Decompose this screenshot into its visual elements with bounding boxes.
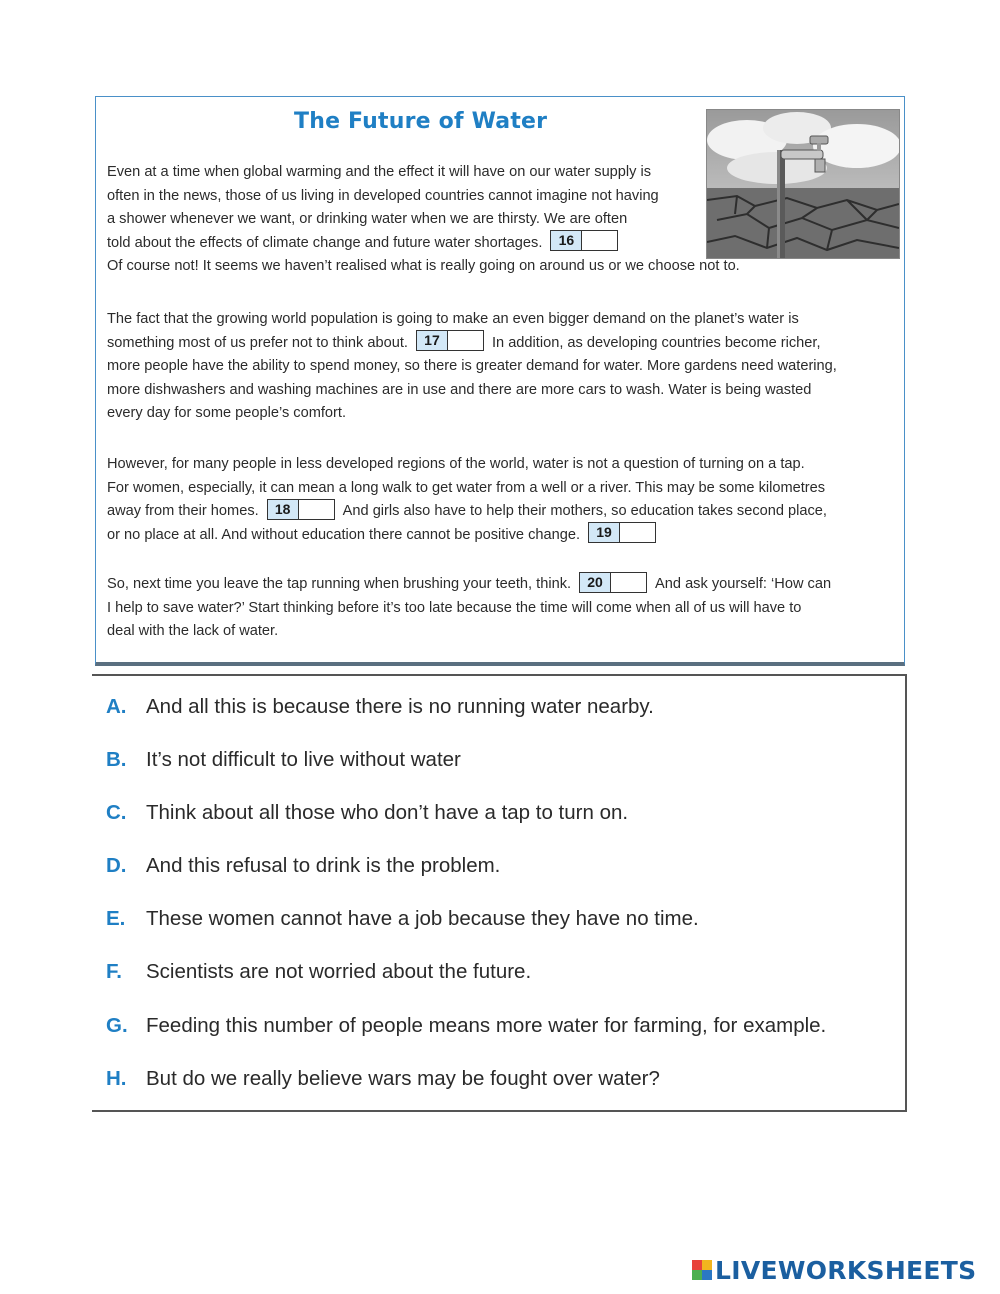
option-h — [106, 1067, 660, 1091]
options-panel — [92, 674, 907, 1112]
article-title: The Future of Water — [294, 109, 548, 134]
logo-square-yellow — [702, 1260, 712, 1270]
text-line: more people have the ability to spend money, so there is greater demand for water. More gardens need watering, — [107, 358, 837, 374]
text-line: Of course not! It seems we haven’t realised what is really going on around us or we choose not to. — [107, 258, 740, 274]
logo-square-green — [692, 1270, 702, 1280]
text-line: a shower whenever we want, or drinking water when we are thirsty. We are often — [107, 211, 628, 227]
option-letter: A. — [106, 695, 127, 718]
logo-square-red — [692, 1260, 702, 1270]
text-fragment: something most of us prefer not to think about. — [107, 334, 408, 351]
paragraph-3 — [107, 453, 892, 547]
option-letter: D. — [106, 854, 127, 877]
paragraph-2 — [107, 308, 892, 426]
gap-number: 17 — [417, 331, 448, 350]
option-d — [106, 854, 500, 878]
text-line — [107, 500, 892, 524]
option-letter: F. — [106, 960, 122, 983]
text-fragment: In addition, as developing countries become richer, — [491, 334, 821, 351]
text-line: Even at a time when global warming and the effect it will have on our water supply is — [107, 164, 652, 180]
text-line: However, for many people in less developed regions of the world, water is not a question of turning on a tap. — [107, 456, 805, 472]
text-line: every day for some people’s comfort. — [107, 405, 347, 421]
liveworksheets-brand — [692, 1255, 976, 1285]
liveworksheets-logo-icon — [692, 1260, 712, 1280]
option-text: And all this is because there is no running water nearby. — [146, 695, 654, 718]
option-letter: E. — [106, 907, 126, 930]
option-text: These women cannot have a job because they have no time. — [146, 907, 699, 930]
option-a — [106, 695, 654, 719]
option-text: Scientists are not worried about the future. — [146, 960, 532, 983]
gap-16-answer-box[interactable] — [550, 230, 618, 251]
paragraph-1 — [107, 161, 892, 279]
gap-number: 19 — [589, 523, 620, 542]
option-text: Feeding this number of people means more water for farming, for example. — [146, 1014, 827, 1037]
option-text: Think about all those who don’t have a tap to turn on. — [146, 801, 629, 824]
gap-number: 18 — [268, 500, 299, 519]
text-line — [107, 332, 892, 356]
article-panel — [95, 96, 905, 666]
text-line: more dishwashers and washing machines are in use and there are more cars to wash. Water is being wasted — [107, 381, 812, 398]
text-fragment: or no place at all. And without education there cannot be positive change. — [107, 526, 580, 543]
option-letter: C. — [106, 801, 127, 824]
gap-number: 20 — [580, 573, 611, 592]
option-b — [106, 748, 461, 772]
option-text: And this refusal to drink is the problem. — [146, 854, 501, 877]
option-text: But do we really believe wars may be fought over water? — [146, 1067, 660, 1090]
text-fragment: And ask yourself: ‘How can — [655, 576, 832, 592]
logo-square-blue — [702, 1270, 712, 1280]
option-letter: G. — [106, 1014, 128, 1037]
text-line — [107, 573, 892, 597]
option-g — [106, 1014, 826, 1038]
option-c — [106, 801, 628, 825]
option-e — [106, 907, 699, 931]
text-line — [107, 524, 892, 548]
gap-20-answer-box[interactable] — [579, 572, 647, 593]
text-line — [107, 232, 892, 256]
gap-number: 16 — [551, 231, 582, 250]
brand-wordmark: LIVEWORKSHEETS — [715, 1255, 977, 1285]
text-line: deal with the lack of water. — [107, 623, 279, 639]
option-letter: H. — [106, 1067, 127, 1090]
text-fragment: told about the effects of climate change and future water shortages. — [107, 234, 543, 251]
paragraph-4 — [107, 573, 892, 644]
text-fragment: So, next time you leave the tap running when brushing your teeth, think. — [107, 576, 572, 592]
option-text: It’s not difficult to live without water — [146, 748, 461, 771]
text-fragment: away from their homes. — [107, 503, 259, 519]
option-f — [106, 960, 531, 984]
text-fragment: And girls also have to help their mothers, so education takes second place, — [342, 503, 827, 519]
text-line: For women, especially, it can mean a long walk to get water from a well or a river. This may be some kilometres — [107, 479, 826, 496]
text-line: I help to save water?’ Start thinking before it’s too late because the time will come when all of us will have to — [107, 599, 802, 616]
gap-19-answer-box[interactable] — [588, 522, 656, 543]
gap-18-answer-box[interactable] — [267, 499, 335, 520]
text-line: often in the news, those of us living in developed countries cannot imagine not having — [107, 187, 659, 204]
gap-17-answer-box[interactable] — [416, 330, 484, 351]
text-line: The fact that the growing world population is going to make an even bigger demand on the planet’s water is — [107, 311, 799, 327]
option-letter: B. — [106, 748, 127, 771]
